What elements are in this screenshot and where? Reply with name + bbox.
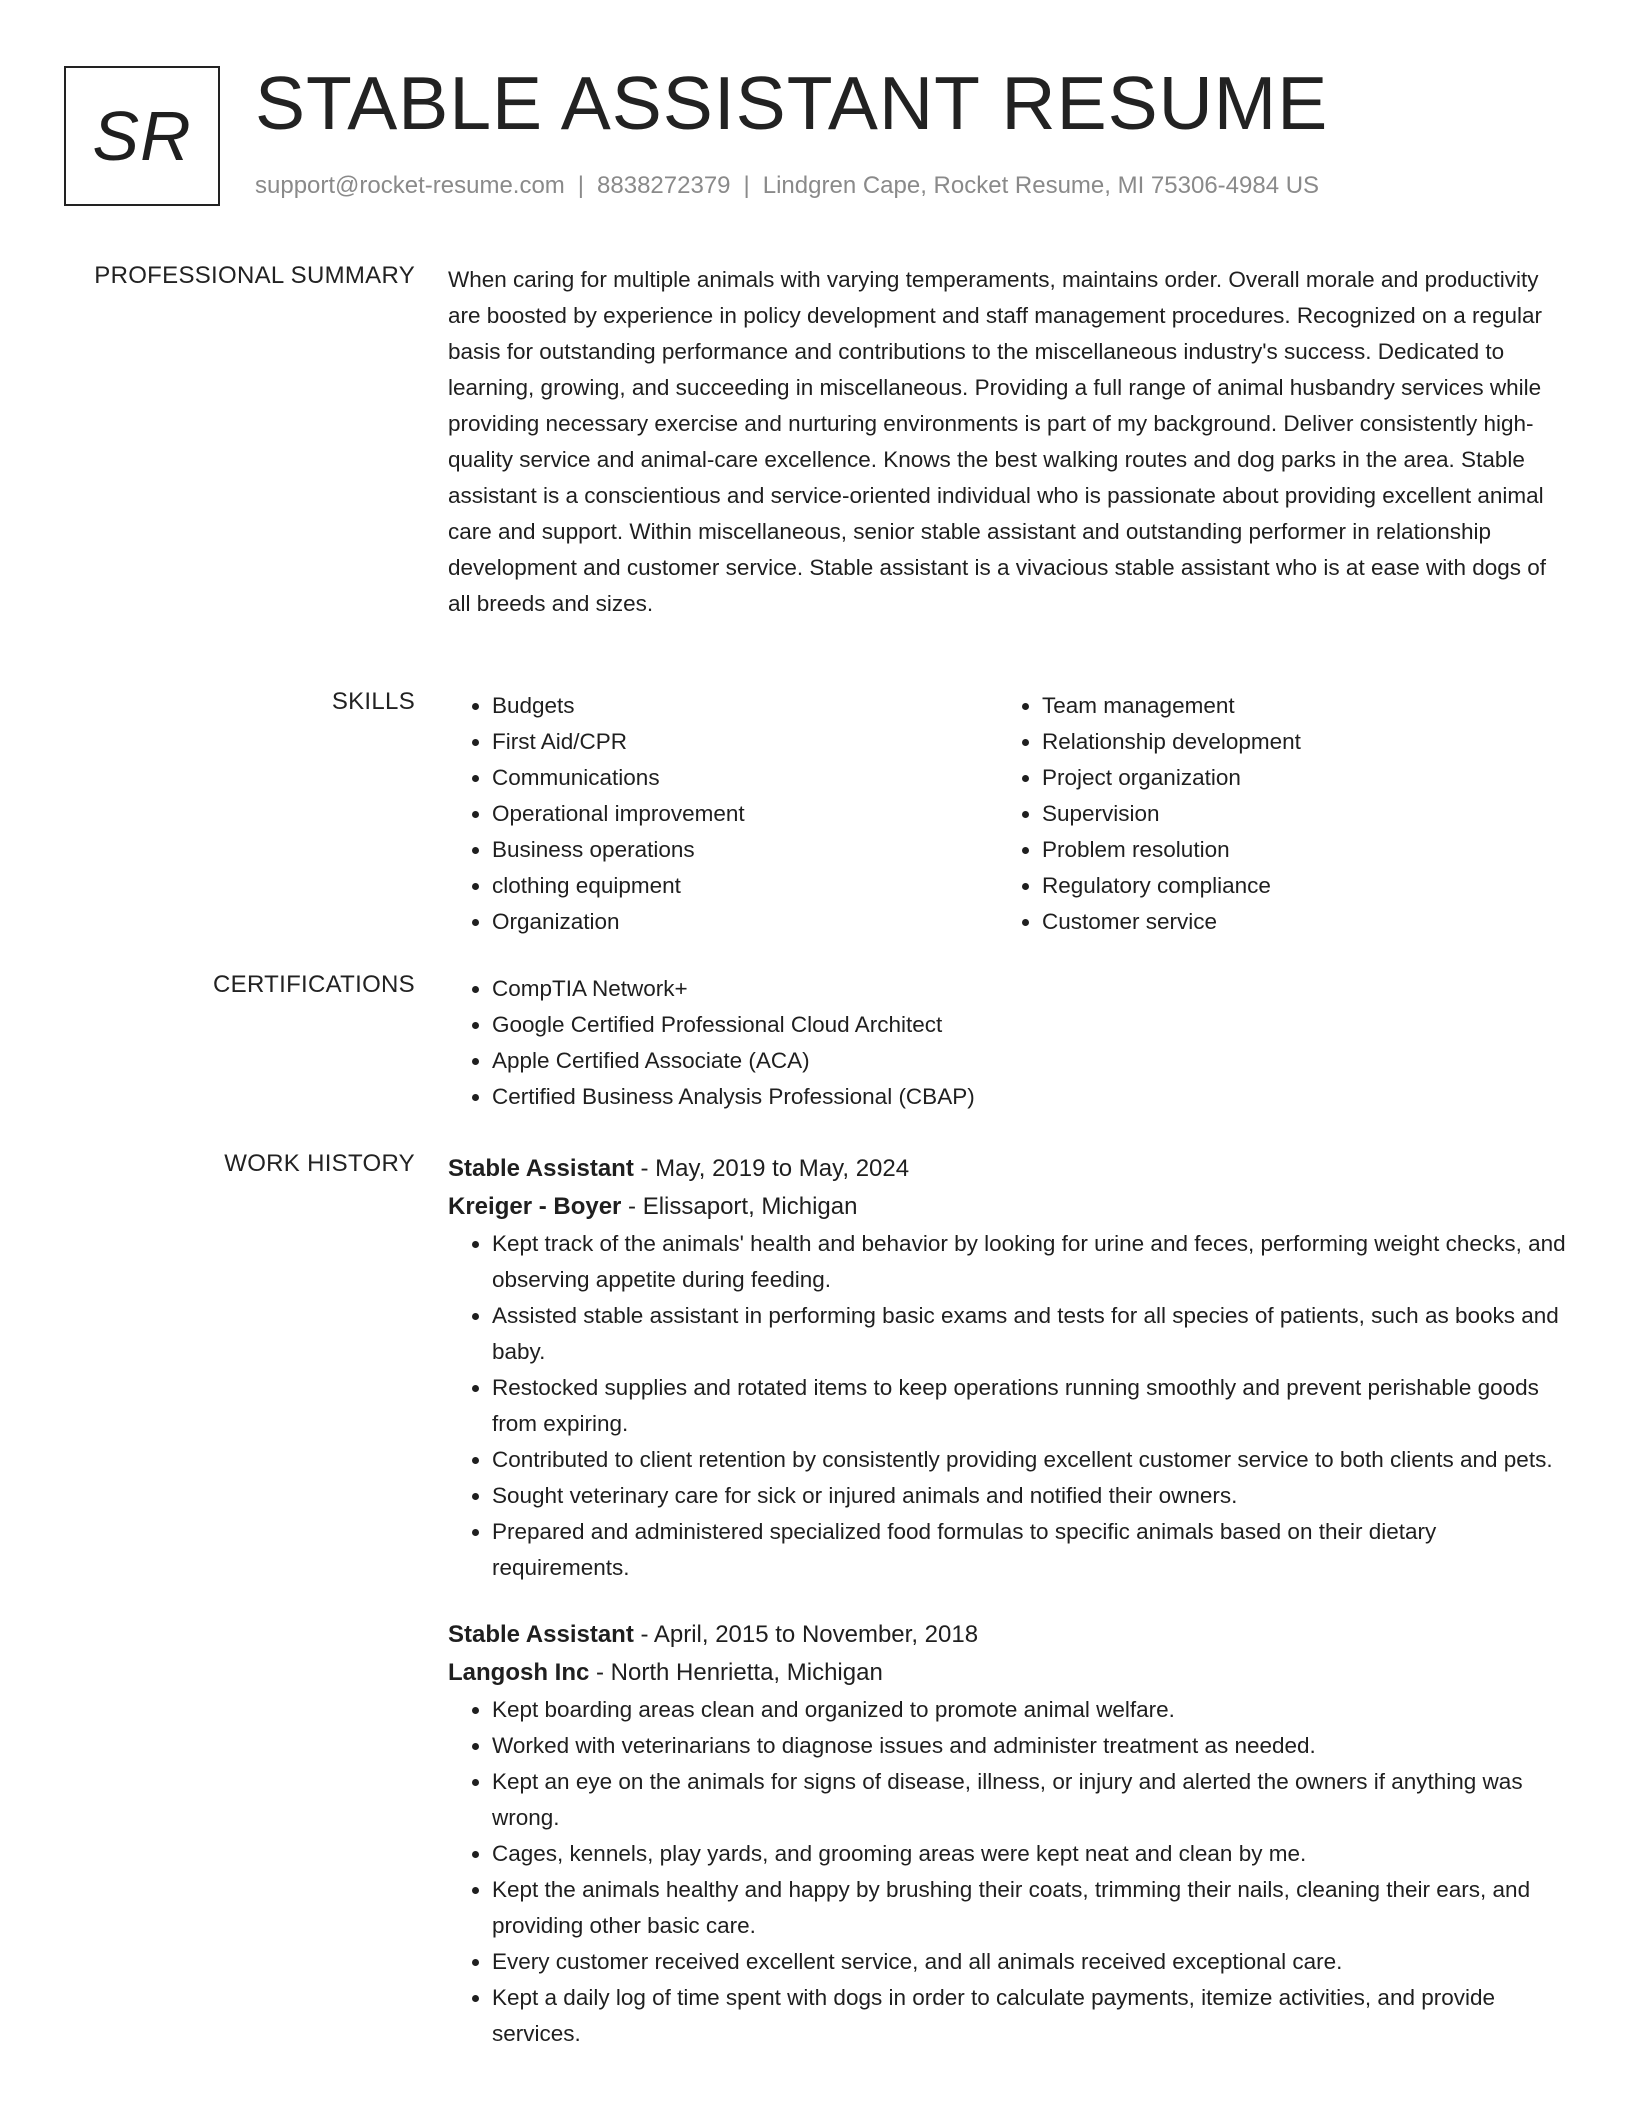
- section-label-work-history: WORK HISTORY: [224, 1150, 415, 1177]
- job-bullet: • Cages, kennels, play yards, and grooming areas were kept neat and clean by me.: [492, 1836, 1568, 1872]
- job-title-line: [448, 1150, 1568, 1188]
- skill-item: • Problem resolution: [1042, 832, 1548, 868]
- job-location: - North Henrietta, Michigan: [589, 1659, 883, 1686]
- contact-separator: |: [577, 172, 585, 199]
- job-bullet: • Kept an eye on the animals for signs of disease, illness, or injury and alerted the owners if anything was wrong.: [492, 1764, 1568, 1836]
- contact-separator: |: [743, 172, 750, 199]
- job-entry: [448, 1616, 1568, 2052]
- skill-item: • Team management: [1042, 688, 1548, 724]
- job-bullet: • Kept the animals healthy and happy by brushing their coats, trimming their nails, cleaning their ears, and providing other basic care.: [492, 1872, 1568, 1944]
- job-company-line: [448, 1188, 1568, 1226]
- summary-body: [448, 262, 1568, 622]
- job-bullet: • Worked with veterinarians to diagnose issues and administer treatment as needed.: [492, 1728, 1568, 1764]
- skill-item: • Business operations: [492, 832, 998, 868]
- job-bullet: • Every customer received excellent service, and all animals received exceptional care.: [492, 1944, 1568, 1980]
- certification-item: • Apple Certified Associate (ACA): [492, 1043, 1568, 1079]
- job-bullet: • Kept track of the animals' health and behavior by looking for urine and feces, performing weight checks, and observing appetite during feeding.: [492, 1226, 1568, 1298]
- resume-header: [64, 61, 1568, 212]
- skills-body: [448, 688, 1568, 940]
- job-title-line: [448, 1616, 1568, 1654]
- skill-item: • Supervision: [1042, 796, 1548, 832]
- job-bullet: • Restocked supplies and rotated items to keep operations running smoothly and prevent perishable goods from expiring.: [492, 1370, 1568, 1442]
- skill-item: • Operational improvement: [492, 796, 998, 832]
- certification-item: • Certified Business Analysis Professional (CBAP): [492, 1079, 1568, 1115]
- job-bullet: • Prepared and administered specialized food formulas to specific animals based on their dietary requirements.: [492, 1514, 1568, 1586]
- job-bullet: • Contributed to client retention by consistently providing excellent customer service to both clients and pets.: [492, 1442, 1568, 1478]
- skills-column-left: [448, 688, 998, 940]
- skills-column-right: [998, 688, 1548, 940]
- section-label-certifications: CERTIFICATIONS: [213, 971, 415, 998]
- job-company: Kreiger - Boyer: [448, 1193, 622, 1220]
- skill-item: • First Aid/CPR: [492, 724, 998, 760]
- skill-item: • Regulatory compliance: [1042, 868, 1548, 904]
- contact-phone[interactable]: 8838272379: [597, 172, 731, 199]
- monogram-logo: SR: [64, 66, 220, 206]
- job-title: Stable Assistant: [448, 1621, 634, 1648]
- job-entry: [448, 1150, 1568, 1586]
- skill-item: • Customer service: [1042, 904, 1548, 940]
- certifications-body: [448, 971, 1568, 1115]
- job-bullet: • Kept a daily log of time spent with dogs in order to calculate payments, itemize activities, and provide services.: [492, 1980, 1568, 2052]
- job-company-line: [448, 1654, 1568, 1692]
- work-history-body: [448, 1150, 1568, 2052]
- skill-item: • Budgets: [492, 688, 998, 724]
- resume-title: STABLE ASSISTANT RESUME: [255, 61, 1329, 145]
- section-label-summary: PROFESSIONAL SUMMARY: [94, 262, 415, 289]
- job-dates: - May, 2019 to May, 2024: [633, 1155, 910, 1182]
- job-dates: - April, 2015 to November, 2018: [633, 1621, 979, 1648]
- skill-item: • Project organization: [1042, 760, 1548, 796]
- skill-item: • clothing equipment: [492, 868, 998, 904]
- certification-item: • CompTIA Network+: [492, 971, 1568, 1007]
- contact-address: Lindgren Cape, Rocket Resume, MI 75306-4984 US: [762, 172, 1320, 199]
- summary-text: When caring for multiple animals with varying temperaments, maintains order. Overall morale and productivity are boosted by experience in policy development and staff management procedures. Recognized on a regular basis for outstanding performance and contributions to the miscellaneous industry's success. Dedicated to learning, growing, and succeeding in miscellaneous. Providing a full range of animal husbandry services while providing necessary exercise and nurturing environments is part of my background. Deliver consistently high-quality service and animal-care excellence. Knows the best walking routes and dog parks in the area. Stable assistant is a conscientious and service-oriented individual who is passionate about providing excellent animal care and support. Within miscellaneous, senior stable assistant and outstanding performer in relationship development and customer service. Stable assistant is a vivacious stable assistant who is at ease with dogs of all breeds and sizes.: [448, 267, 1547, 616]
- section-label-skills: SKILLS: [331, 688, 415, 715]
- certification-item: • Google Certified Professional Cloud Architect: [492, 1007, 1568, 1043]
- skill-item: • Communications: [492, 760, 998, 796]
- job-bullet: • Assisted stable assistant in performing basic exams and tests for all species of patients, such as books and baby.: [492, 1298, 1568, 1370]
- job-company: Langosh Inc: [448, 1659, 590, 1686]
- contact-email[interactable]: support@rocket-resume.com: [255, 172, 565, 199]
- job-bullet: • Sought veterinary care for sick or injured animals and notified their owners.: [492, 1478, 1568, 1514]
- job-title: Stable Assistant: [448, 1155, 634, 1182]
- job-location: - Elissaport, Michigan: [621, 1193, 858, 1220]
- job-bullet: • Kept boarding areas clean and organized to promote animal welfare.: [492, 1692, 1568, 1728]
- contact-line: [255, 172, 1319, 200]
- skill-item: • Organization: [492, 904, 998, 940]
- skill-item: • Relationship development: [1042, 724, 1548, 760]
